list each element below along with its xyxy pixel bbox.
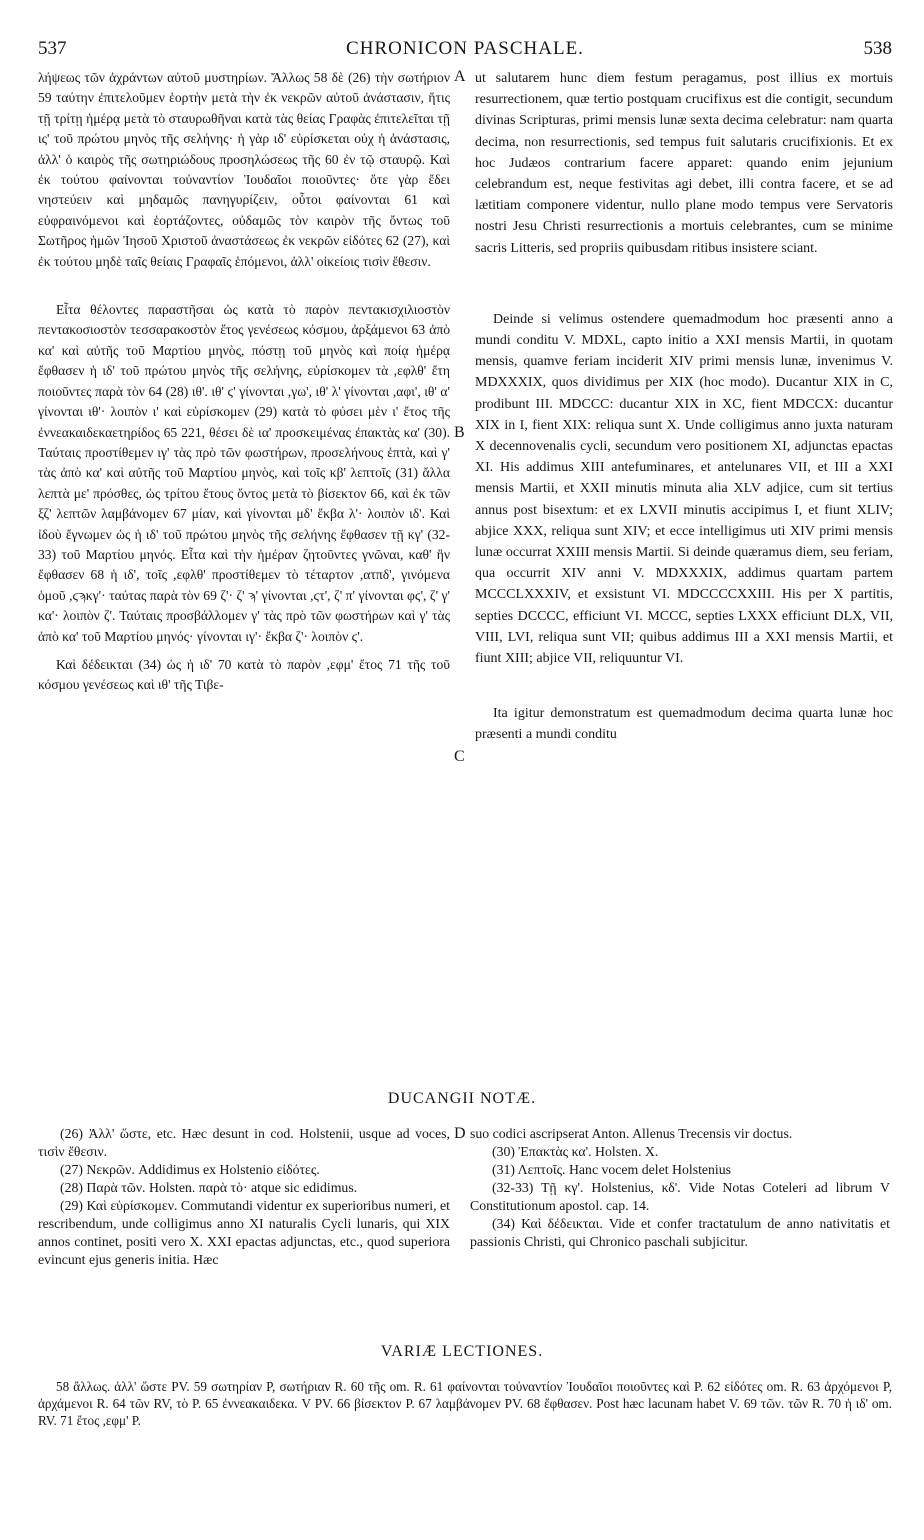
margin-letter-c: C [454, 748, 465, 765]
greek-text-column [38, 68, 450, 696]
page-number-left: 537 [38, 38, 67, 59]
note-entry: (27) Νεκρῶν. Addidimus ex Holstenio εἰδότες. [60, 1162, 320, 1177]
latin-paragraph: Ita igitur demonstratum est quemadmodum decima quarta lunæ hoc præsenti a mundi conditu [475, 706, 893, 743]
latin-text-column [475, 68, 893, 746]
latin-paragraph: ut salutarem hunc diem festum peragamus, post illius ex mortuis resurrectionem, quæ tertio postquam crucifixus est die contigit, secundum divinas Scripturas, primi mensis lunæ sexta decima celebratur: nam quarta decima, non resurrectionis, sed tempus fuit salutaris crucifixionis. Et ex hoc Judæos contrarium facere apparet: quando enim jejunium celebrandum est, neque festivitas agi debet, illi contra facere, et se ad lætitiam componere videntur, nullo plane modo tempus vere Servatoris nostri Jesu Christi resurrectionis a mortuis celebrantes, cum se minime sacris Litteris, sed propriis quibusdam ritibus insistere sciant. [475, 71, 893, 256]
note-entry: (28) Παρὰ τῶν. Holsten. παρὰ τὸ· atque sic edidimus. [60, 1180, 358, 1195]
note-entry: (31) Λεπτοῖς. Hanc vocem delet Holstenius [492, 1162, 732, 1177]
notes-right-column [470, 1125, 890, 1251]
latin-paragraph: Deinde si velimus ostendere quemadmodum hoc præsenti anno a mundi conditu V. MDXL, capto initio a XXI mensis Martii, in quotam mensis, quamve feriam inciderit XIV primi mensis lunæ, invenimus V. MDXXXIX, quos dividimus per XIX (hoc modo). Ducantur XIX in C, prodibunt III. MDCCC: ducantur XIX in XC, fient MDCCX: ducantur XIX in I, fient XIX: reliqua sunt X. Unde colligimus anno juxta naturam X decennovenalis cycli, secundum vero positionem XI, adjunctas epactas XI. His addimus XIII antefuminares, et antelunares VII, et III a XXI mensis Martii, et XXII minutis minuta alia XLV adjice, cum sit tertius annus post bisextum: et ex LXVII minutis accipimus I, et fiunt XLIV; abjice XXX, reliqua sunt XIV; et ecce intelligimus uti XIV primi mensis lunæ occurrat XXIII mensis Martii. Si deinde quæramus diem, seu feriam, qua occurrit XIV anni V. MDXXXIX, addimus quartam partem MCCCLXXXIV, et exsistunt VI. MDCCCCXXIII. His per X partitis, septies DCCCC, efficiunt VI. MCCC, septies LXXX efficiunt DLX, VII, VIII, LVI, reliqua sunt VII; quibus addimus III a XXI mensis Martii, et fiunt XIII; abjice VII, reliquuntur VI. [475, 311, 893, 667]
page-number-right: 538 [863, 38, 892, 59]
margin-letter-d: D [454, 1125, 466, 1142]
variae-heading: VARIÆ LECTIONES. [380, 1343, 544, 1360]
greek-paragraph: Εἶτα θέλοντες παραστῆσαι ὡς κατὰ τὸ παρὸν πεντακισχιλιοστὸν πεντακοσιοστὸν τεσσαρακοστὸν ἔτος γενέσεως κόσμου, ἀρξάμενοι 63 ἀπὸ κα' καὶ αὐτῆς τοῦ Μαρτίου μηνὸς, πόστῃ τοῦ μηνὸς καὶ ποίᾳ ἡμέρᾳ ἔφθασεν ἡ ιδ' τοῦ πρώτου μηνὸς τῆς σελήνης, εὑρίσκομεν τὰ ,εφλθ' ἔτη ποιοῦντες παρὰ τὸν 64 (28) ιθ'. ιθ' ϛ' γίνονται ,γω', ιθ' λ' γίνονται ,αφι', ιθ' α' γίνονται ιθ'· λοιπὸν ι' καὶ εὑρίσκομεν (29) κατὰ τὸ φύσει μὲν ι' ἔτος τῆς ἐννεακαιδεκαετηρίδος 65 221, θέσει δὲ ια' προσκειμένας ἐπακτὰς κα' (30). Ταύταις προστίθεμεν ιγ' τὰς πρὸ τῶν φωστήρων, προσελήνους ἑπτὰ, καὶ γ' τὰς ἀπὸ κα' καὶ αὐτῆς τοῦ Μαρτίου μηνὸς, καὶ τοῖς κβ' λεπτοῖς (31) ἄλλα λεπτὰ με' πρόσθες, ὡς τρίτου ἔτους ὄντος μετὰ τὸ βίσεκτον 66, καὶ ἐκ τῶν ξζ' λεπτῶν λαμβάνομεν 67 μίαν, καὶ γίνονται μδ' ἔκβα λ'· λοιπὸν ιδ'. Καὶ ἰδοὺ ἔγνωμεν ὡς ἡ ιδ' τοῦ πρώτου μηνὸς τῆς σελήνης ἔφθασεν τῇ κγ' (32-33) τοῦ Μαρτίου μηνός. Εἶτα καὶ τὴν ἡμέραν ζητοῦντες γνῶναι, καθ' ἣν ἔφθασεν 68 ἡ ιδ', τοῖς ,εφλθ' προστίθεμεν τὸ τέταρτον ,ατπδ', γινόμενα ὁμοῦ ,ϛϡκγ'· ταύτας παρὰ τὸν 69 ζ'· ζ' ϡ' γίνονται ,ϛτ', ζ' π' γίνονται φϛ', ζ' γ' κα'· λοιπὸν ζ'. Ταύταις προσβάλλομεν γ' τὰς πρὸ τῶν φωστήρων καὶ γ' τὰς ἀπὸ κα' τοῦ Μαρτίου μηνός· γίνονται ιγ'· ἔκβα ζ'· λοιπὸν ϛ'. [38, 302, 450, 644]
page-title: CHRONICON PASCHALE. [346, 38, 584, 59]
note-entry: (32-33) Τῇ κγ'. Holstenius, κδ'. Vide Notas Coteleri ad librum V Constitutionum apostol. cap. 14. [470, 1180, 890, 1213]
note-entry: (29) Καὶ εὑρίσκομεν. Commutandi videntur ex superioribus numeri, et rescribendum, unde colligimus anno XI naturalis Cycli lunaris, qui XIX annos continet, positi vero X. XXI epactas adjunctas, etc., quod superiora evincunt ejus generis initia. Hæc [38, 1198, 450, 1267]
note-entry: (30) Ἐπακτὰς κα'. Holsten. X. [492, 1144, 659, 1159]
note-entry: (34) Καὶ δέδεικται. Vide et confer tractatulum de anno nativitatis et passionis Christi, qui Chronico paschali subjicitur. [470, 1216, 890, 1249]
margin-letter-b: B [454, 424, 465, 441]
variae-lectiones [38, 1378, 892, 1429]
notes-left-column [38, 1125, 450, 1269]
variae-text: 58 ἄλλως. ἀλλ' ὥστε PV. 59 σωτηρίαν P, σωτήριαν R. 60 τῆς om. R. 61 φαίνονται τοὐναντίον Ἰουδαῖοι ποιοῦντες καὶ P. 62 εἰδότες om. R. 63 ἀρχόμενοι P, ἀρχάμενοι R. 64 τῶν RV, τὸ P. 65 ἐννεακαιδεκα. V PV. 66 βίσεκτον P. 67 λαμβάνομεν PV. 68 ἔφθασεν. Post hæc lacunam habet V. 69 τῶν. τῶν R. 70 ἡ ιδ' om. RV. 71 ἔτος ,εφμ' P. [38, 1379, 892, 1428]
notes-heading: DUCANGII NOTÆ. [387, 1090, 537, 1107]
greek-paragraph: λήψεως τῶν ἀχράντων αὐτοῦ μυστηρίων. Ἄλλως 58 δὲ (26) τὴν σωτήριον 59 ταύτην ἐπιτελοῦμεν ἑορτὴν μετὰ τὴν ἐκ νεκρῶν αὐτοῦ ἀνάστασιν, ἥτις τῇ τρίτῃ ἡμέρᾳ μετὰ τὸ σταυρωθῆναι κατὰ τὰς θείας Γραφὰς ἐπιτελεῖται τῇ ις' τοῦ πρώτου μηνὸς τῆς σελήνης· ἡ γὰρ ιδ' εὑρίσκεται οὐχ ἡ ἀνάστασις, ἀλλ' ὁ καιρὸς τῆς σωτηριώδους προσηλώσεως τῆς 60 ἐν τῷ σταυρῷ. Καὶ ἐκ τούτου φαίνονται τοὐναντίον Ἰουδαῖοι ποιοῦντες· ὅτε γὰρ ἔδει νηστεύειν καὶ μηδαμῶς πανηγυρίζειν, οὗτοι φαίνονται 61 καὶ εὐφραινόμενοι καὶ ἑορτάζοντες, οὐδαμῶς τὸν καιρὸν τῆς ὄντως τοῦ Σωτῆρος ἡμῶν Ἰησοῦ Χριστοῦ ἀναστάσεως ἐκ νεκρῶν εἰδότες 62 (27), καὶ ἐκ τούτου μηδὲ ταῖς θείαις Γραφαῖς ἑπόμενοι, ἀλλ' οἰκείοις τισὶν ἔθεσιν. [38, 70, 450, 269]
running-head [38, 38, 892, 66]
note-entry: (26) Ἀλλ' ὥστε, etc. Hæc desunt in cod. Holstenii, usque ad voces, τισὶν ἔθεσιν. [38, 1126, 450, 1159]
greek-paragraph: Καὶ δέδεικται (34) ὡς ἡ ιδ' 70 κατὰ τὸ παρὸν ,εφμ' ἔτος 71 τῆς τοῦ κόσμου γενέσεως καὶ ιθ' τῆς Τιβε- [38, 656, 450, 693]
margin-letter-a: A [454, 68, 466, 85]
note-entry: suo codici ascripserat Anton. Allenus Trecensis vir doctus. [470, 1126, 793, 1141]
